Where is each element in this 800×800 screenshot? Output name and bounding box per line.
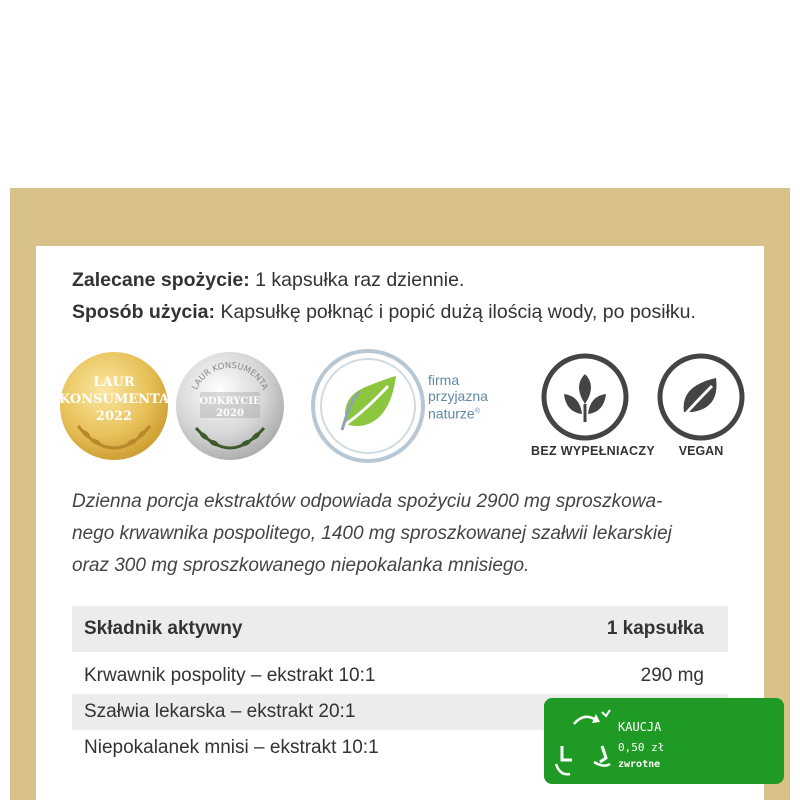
dose-label: Zalecane spożycie: [72, 269, 250, 291]
dose-value: 1 kapsułka raz dziennie. [249, 269, 465, 291]
kaucja-title: KAUCJA [618, 720, 662, 734]
recycle-arrows-icon [550, 702, 614, 780]
table-header [72, 606, 728, 652]
note-line2: nego krwawnika pospolitego, 1400 mg sproszkowanej szałwii lekarskiej [72, 523, 672, 544]
note-line3: oraz 300 mg sproszkowanego niepokalanka mnisiego. [72, 555, 530, 576]
kaucja-deposit-badge [544, 698, 784, 784]
header-per-capsule: 1 kapsułka [606, 618, 704, 639]
table-row [72, 658, 728, 694]
vegan-label: VEGAN [678, 444, 724, 458]
kaucja-amount: 0,50 zł [618, 741, 665, 754]
row-ingredient: Krwawnik pospolity – ekstrakt 10:1 [84, 665, 376, 686]
no-fillers-icon [540, 352, 630, 442]
gold-medal-line1: LAUR [93, 375, 135, 390]
gold-medal-line3: 2022 [95, 409, 133, 424]
nature-line1: firma [428, 372, 460, 388]
kaucja-sub: zwrotne [618, 759, 661, 770]
no-fillers-label: BEZ WYPEŁNIACZY [531, 444, 655, 458]
badges-row [56, 346, 756, 466]
dose-line [72, 264, 696, 296]
gold-medal-line2: KONSUMENTA [58, 392, 170, 407]
registered-mark: ® [474, 408, 480, 415]
extract-note [72, 486, 742, 582]
method-line [72, 296, 696, 328]
note-line1: Dzienna porcja ekstraktów odpowiada spożyciu 2900 mg sproszkowa- [72, 491, 663, 512]
silver-medal-line1: ODKRYCIE [199, 396, 261, 407]
vegan-icon [656, 352, 746, 442]
laur-konsumenta-2022-medal-icon [56, 350, 172, 462]
row-ingredient: Szałwia lekarska – ekstrakt 20:1 [84, 701, 356, 722]
row-ingredient: Niepokalanek mnisi – ekstrakt 10:1 [84, 737, 379, 758]
firma-przyjazna-naturze-logo-icon [308, 346, 428, 466]
row-amount: 290 mg [640, 665, 704, 686]
silver-medal-line2: 2020 [216, 408, 244, 419]
nature-line2: przyjazna [428, 388, 488, 404]
nature-text [428, 372, 488, 422]
method-value: Kapsułkę połknąć i popić dużą ilością wody, po posiłku. [215, 301, 696, 323]
silver-medal-arc: LAUR KONSUMENTA [190, 360, 270, 392]
method-label: Sposób użycia: [72, 301, 216, 323]
header-ingredient: Składnik aktywny [84, 618, 243, 639]
nature-line3: naturze [428, 405, 475, 422]
odkrycie-2020-medal-icon [172, 350, 288, 462]
usage-section [72, 264, 696, 328]
